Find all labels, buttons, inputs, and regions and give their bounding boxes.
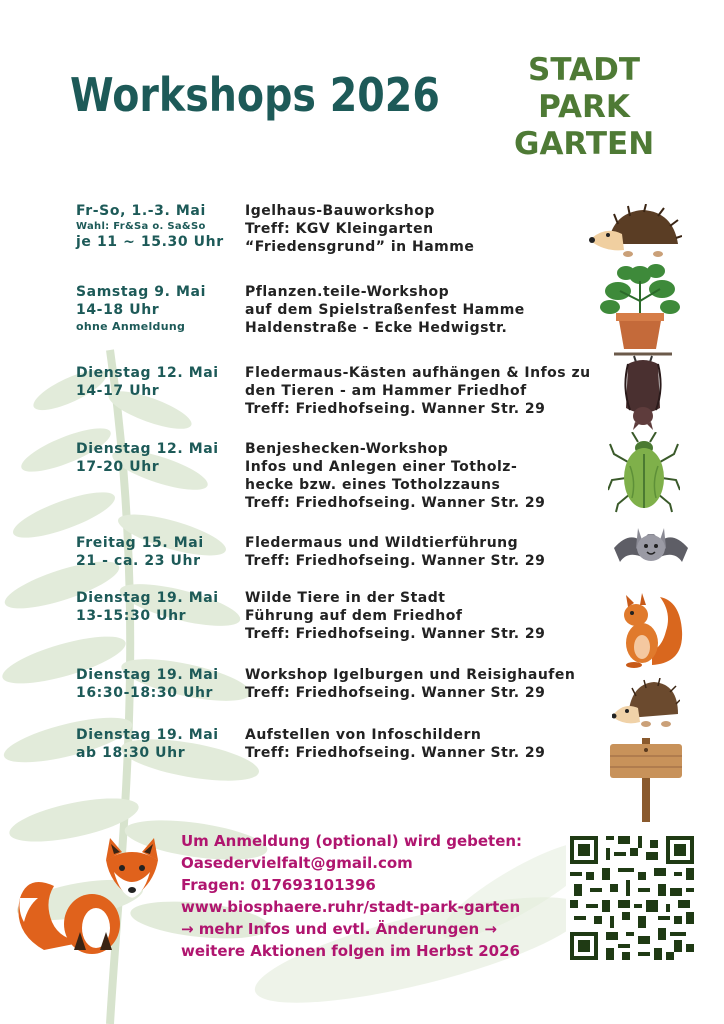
contact-info xyxy=(181,830,551,962)
event-time: 14-17 Uhr xyxy=(76,383,160,399)
event-line: Treff: KGV Kleingarten xyxy=(245,221,434,237)
brand-line-1: STADT xyxy=(528,52,640,88)
event-description xyxy=(245,589,605,643)
event-date-line: Dienstag 19. Mai xyxy=(76,667,219,683)
event-description xyxy=(245,726,605,762)
event-description xyxy=(245,283,605,337)
event-date-line: Freitag 15. Mai xyxy=(76,535,204,551)
event-line: “Friedensgrund” in Hamme xyxy=(245,239,475,255)
event-time: 21 - ca. 23 Uhr xyxy=(76,553,201,569)
hedgehog-small-icon xyxy=(612,678,680,728)
event-title: Fledermaus und Wildtierführung xyxy=(245,535,519,551)
event-line: Treff: Friedhofseing. Wanner Str. 29 xyxy=(245,685,546,701)
event-title: Workshop Igelburgen und Reisighaufen xyxy=(245,667,576,683)
event-date xyxy=(76,364,241,400)
event-line: Treff: Friedhofseing. Wanner Str. 29 xyxy=(245,495,546,511)
event-time: 17-20 Uhr xyxy=(76,459,160,475)
event-description xyxy=(245,202,605,256)
event-date-line: Samstag 9. Mai xyxy=(76,284,206,300)
event-date xyxy=(76,283,241,335)
brand-logo xyxy=(514,52,654,163)
event-title: Benjeshecken-Workshop xyxy=(245,441,449,457)
event-date-note: Wahl: Fr&Sa o. Sa&So xyxy=(76,221,206,232)
page-title: Workshops 2026 xyxy=(70,68,440,122)
autumn-note: weitere Aktionen folgen im Herbst 2026 xyxy=(181,942,520,960)
hanging-bat-icon xyxy=(614,352,672,430)
fox-icon xyxy=(14,832,164,958)
event-date xyxy=(76,202,241,251)
event-date-line: Dienstag 19. Mai xyxy=(76,727,219,743)
event-line: Treff: Friedhofseing. Wanner Str. 29 xyxy=(245,401,546,417)
squirrel-icon xyxy=(612,591,684,669)
event-time: 14-18 Uhr xyxy=(76,302,160,318)
event-time: 16:30-18:30 Uhr xyxy=(76,685,214,701)
event-date-line: Fr-So, 1.-3. Mai xyxy=(76,203,206,219)
contact-phone[interactable]: Fragen: 017693101396 xyxy=(181,876,376,894)
event-title: Fledermaus-Kästen aufhängen & Infos zu xyxy=(245,365,591,381)
event-time: 13-15:30 Uhr xyxy=(76,608,187,624)
beetle-icon xyxy=(608,432,680,514)
brand-line-3: GARTEN xyxy=(514,126,655,162)
event-title: Pflanzen.teile-Workshop xyxy=(245,284,450,300)
more-info-note: → mehr Infos und evtl. Änderungen → xyxy=(181,920,497,938)
event-line: Treff: Friedhofseing. Wanner Str. 29 xyxy=(245,626,546,642)
contact-email-link[interactable]: Oasedervielfalt@gmail.com xyxy=(181,854,413,872)
event-date xyxy=(76,534,241,570)
event-line: Treff: Friedhofseing. Wanner Str. 29 xyxy=(245,553,546,569)
event-description xyxy=(245,534,605,570)
event-date-line: Dienstag 19. Mai xyxy=(76,590,219,606)
event-line: Treff: Friedhofseing. Wanner Str. 29 xyxy=(245,745,546,761)
event-date xyxy=(76,726,241,762)
event-date xyxy=(76,440,241,476)
brand-line-2: PARK xyxy=(538,89,630,125)
qr-code[interactable] xyxy=(566,832,698,964)
wooden-sign-icon xyxy=(608,738,684,822)
event-date-line: Dienstag 12. Mai xyxy=(76,365,219,381)
event-description xyxy=(245,364,605,418)
website-link[interactable]: www.biosphaere.ruhr/stadt-park-garten xyxy=(181,898,521,916)
event-description xyxy=(245,440,605,512)
event-title: Igelhaus-Bauworkshop xyxy=(245,203,435,219)
event-date-note: ohne Anmeldung xyxy=(76,320,186,333)
event-date xyxy=(76,589,241,625)
event-line: den Tieren - am Hammer Friedhof xyxy=(245,383,527,399)
event-line: auf dem Spielstraßenfest Hamme xyxy=(245,302,525,318)
event-line: Infos und Anlegen einer Totholz- xyxy=(245,459,518,475)
potted-plant-icon xyxy=(600,261,680,351)
event-description xyxy=(245,666,605,702)
event-title: Wilde Tiere in der Stadt xyxy=(245,590,446,606)
event-title: Aufstellen von Infoschildern xyxy=(245,727,482,743)
event-date xyxy=(76,666,241,702)
hedgehog-icon xyxy=(588,204,682,260)
flying-bat-icon xyxy=(614,518,688,576)
registration-note: Um Anmeldung (optional) wird gebeten: xyxy=(181,832,523,850)
event-time: ab 18:30 Uhr xyxy=(76,745,186,761)
event-line: Haldenstraße - Ecke Hedwigstr. xyxy=(245,320,508,336)
event-time: je 11 ~ 15.30 Uhr xyxy=(76,234,224,250)
event-date-line: Dienstag 12. Mai xyxy=(76,441,219,457)
event-line: hecke bzw. eines Totholzzauns xyxy=(245,477,501,493)
event-line: Führung auf dem Friedhof xyxy=(245,608,463,624)
